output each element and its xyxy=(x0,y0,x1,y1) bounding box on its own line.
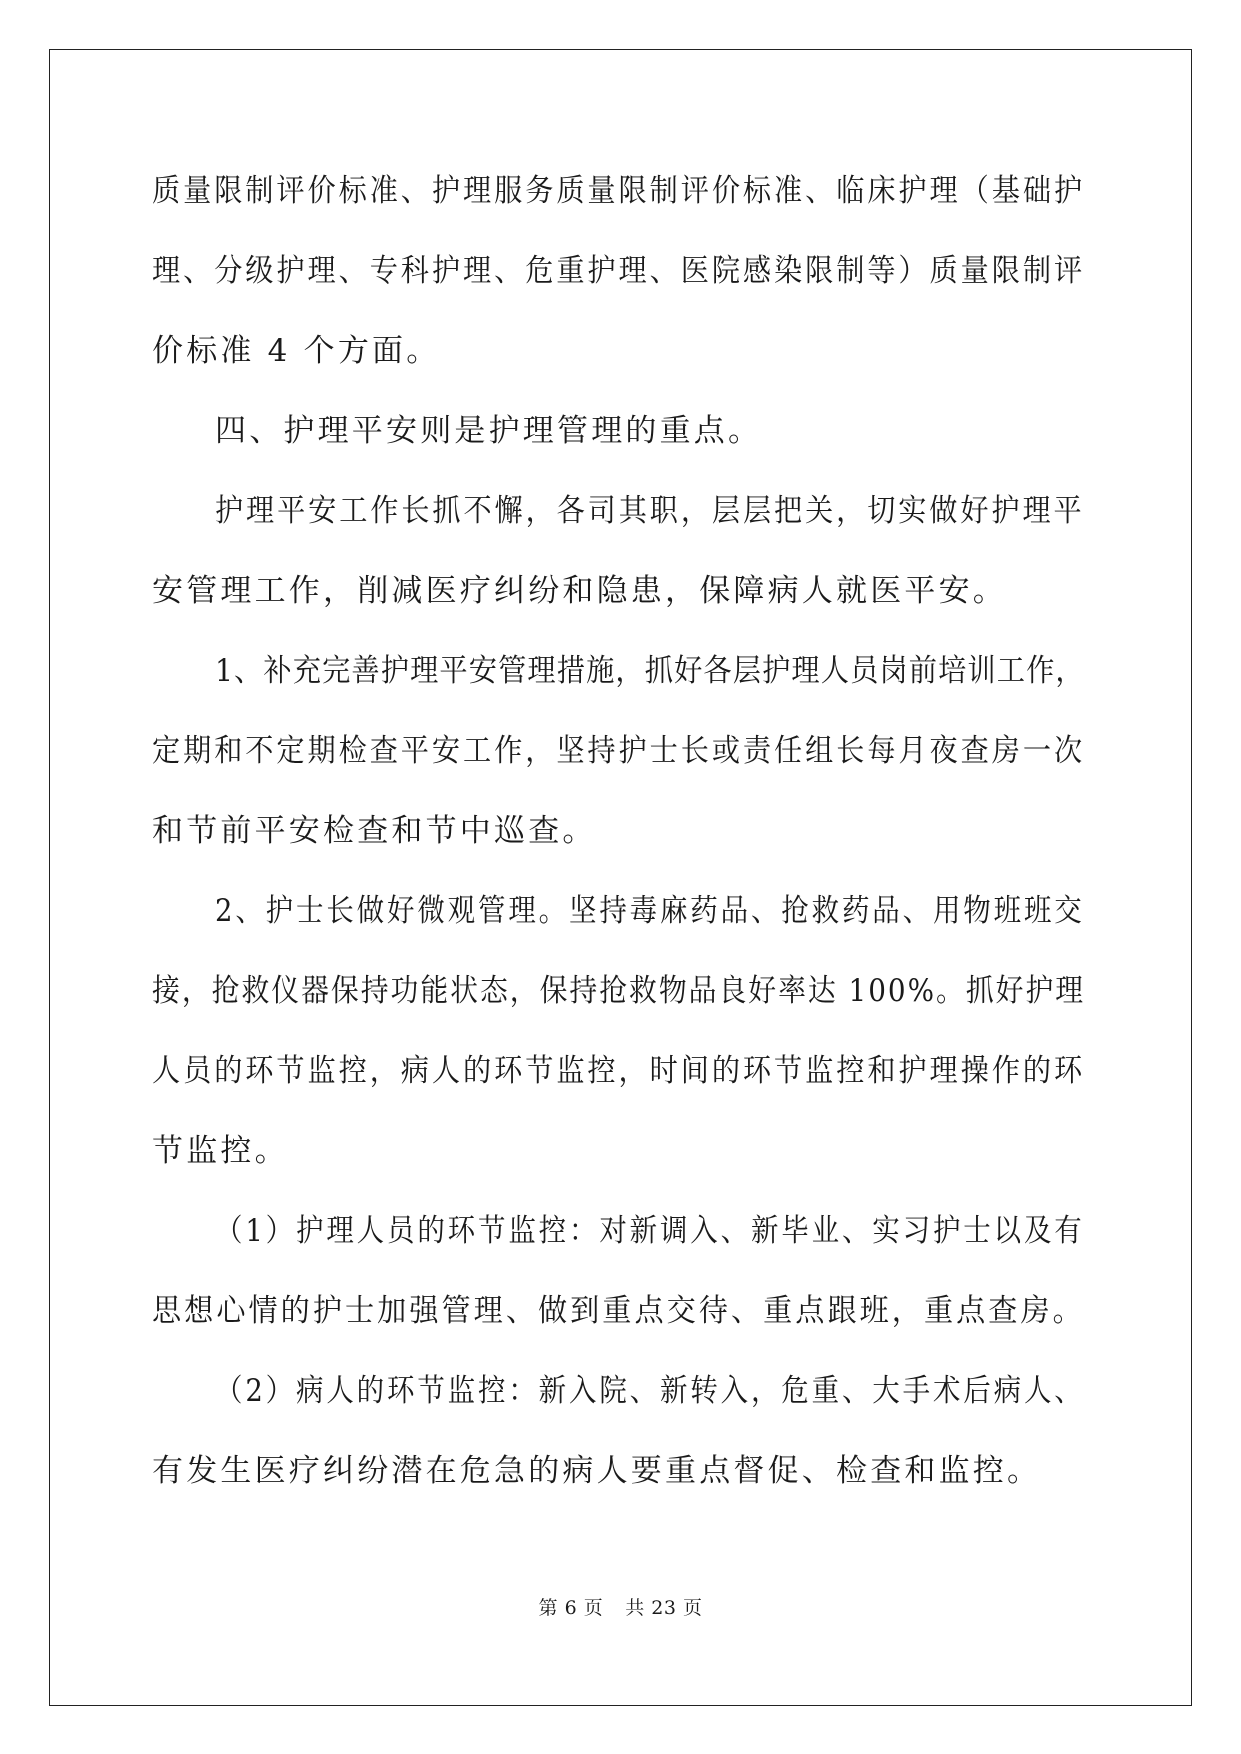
page-footer xyxy=(0,1596,1241,1620)
text-line: 理、分级护理、专科护理、危重护理、医院感染限制等）质量限制评 xyxy=(152,253,1086,289)
section-heading: 四、护理平安则是护理管理的重点。 xyxy=(215,413,763,449)
page-number: 第 6 页 xyxy=(538,1597,604,1619)
text-line: 2、护士长做好微观管理。坚持毒麻药品、抢救药品、用物班班交 xyxy=(215,893,1085,929)
text-line: 1、补充完善护理平安管理措施，抓好各层护理人员岗前培训工作， xyxy=(215,653,1085,689)
text-line: （2）病人的环节监控：新入院、新转入，危重、大手术后病人、 xyxy=(215,1373,1085,1409)
text-line: 质量限制评价标准、护理服务质量限制评价标准、临床护理（基础护 xyxy=(152,173,1086,209)
text-line: （1）护理人员的环节监控：对新调入、新毕业、实习护士以及有 xyxy=(215,1213,1085,1249)
text-line: 护理平安工作长抓不懈，各司其职，层层把关，切实做好护理平 xyxy=(215,493,1085,529)
text-line: 接，抢救仪器保持功能状态，保持抢救物品良好率达 100%。抓好护理 xyxy=(152,973,1086,1009)
text-line: 节监控。 xyxy=(152,1133,289,1169)
text-line: 安管理工作，削减医疗纠纷和隐患，保障病人就医平安。 xyxy=(152,573,1007,609)
page-total: 共 23 页 xyxy=(625,1597,703,1619)
text-line: 有发生医疗纠纷潜在危急的病人要重点督促、检查和监控。 xyxy=(152,1453,1042,1489)
text-line: 人员的环节监控，病人的环节监控，时间的环节监控和护理操作的环 xyxy=(152,1053,1086,1089)
text-line: 定期和不定期检查平安工作，坚持护士长或责任组长每月夜查房一次 xyxy=(152,733,1086,769)
text-line: 价标准 4 个方面。 xyxy=(152,333,441,369)
text-line: 思想心情的护士加强管理、做到重点交待、重点跟班，重点查房。 xyxy=(152,1293,1085,1329)
text-line: 和节前平安检查和节中巡查。 xyxy=(152,813,597,849)
